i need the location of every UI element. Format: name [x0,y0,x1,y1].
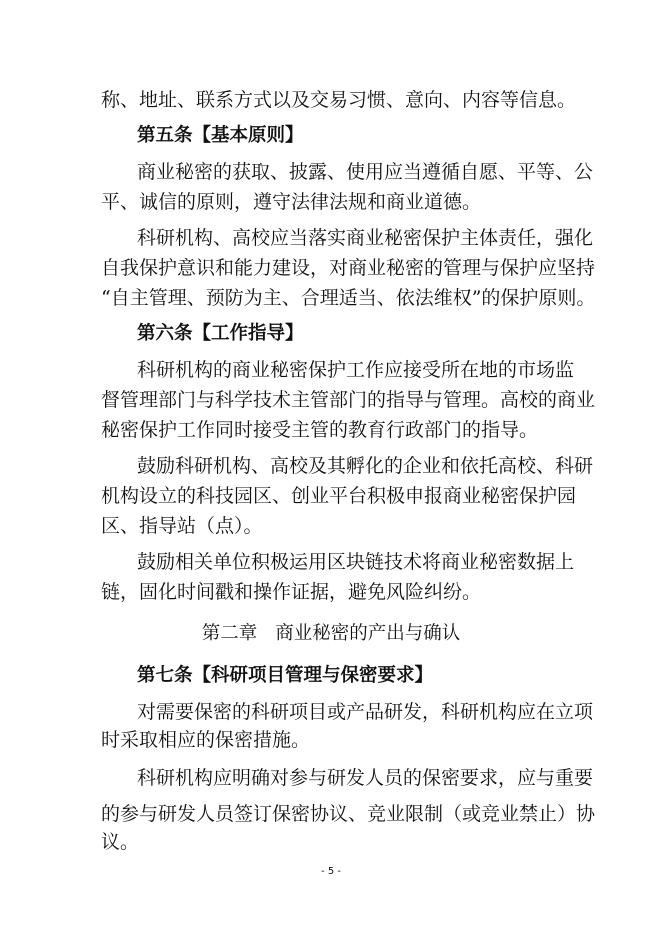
page-number: - 5 - [321,866,341,877]
paragraph-line: 平、诚信的原则，遵守法律法规和商业道德。 [101,191,482,213]
paragraph-line: 秘密保护工作同时接受主管的教育行政部门的指导。 [101,419,539,441]
paragraph-line: 自我保护意识和能力建设，对商业秘密的管理与保护应坚持 [101,257,596,279]
paragraph-line: 链，固化时间戳和操作证据，避免风险纠纷。 [101,581,482,603]
paragraph-line: 称、地址、联系方式以及交易习惯、意向、内容等信息。 [101,89,577,111]
paragraph-line: “自主管理、预防为主、合理适当、依法维权”的保护原则。 [101,287,596,309]
paragraph-line: 机构设立的科技园区、创业平台积极申报商业秘密保护园 [101,485,577,507]
paragraph-line: 对需要保密的科研项目或产品研发，科研机构应在立项 [137,701,594,723]
paragraph-line: 区、指导站（点）。 [101,515,263,537]
article-6-heading: 第六条【工作指导】 [137,323,304,344]
chapter-title: 商业秘密的产出与确认 [275,623,461,644]
paragraph-line: 鼓励科研机构、高校及其孵化的企业和依托高校、科研 [137,455,594,477]
paragraph-line: 督管理部门与科学技术主管部门的指导与管理。高校的商业 [101,389,596,411]
paragraph-line: 科研机构的商业秘密保护工作应接受所在地的市场监 [137,359,575,381]
paragraph-line: 鼓励相关单位积极运用区块链技术将商业秘密数据上 [137,551,575,573]
article-5-heading: 第五条【基本原则】 [137,125,304,146]
paragraph-line: 科研机构应明确对参与研发人员的保密要求，应与重要 [137,767,594,789]
paragraph-line: 的参与研发人员签订保密协议、竞业限制（或竞业禁止）协 [101,803,596,825]
paragraph-line: 科研机构、高校应当落实商业秘密保护主体责任，强化 [137,227,594,249]
article-7-heading: 第七条【科研项目管理与保密要求】 [137,665,434,686]
paragraph-line: 时采取相应的保密措施。 [101,729,311,751]
paragraph-line: 商业秘密的获取、披露、使用应当遵循自愿、平等、公 [137,161,594,183]
chapter-heading [0,622,662,646]
chapter-number: 第二章 [201,623,258,644]
paragraph-line: 议。 [101,831,140,853]
